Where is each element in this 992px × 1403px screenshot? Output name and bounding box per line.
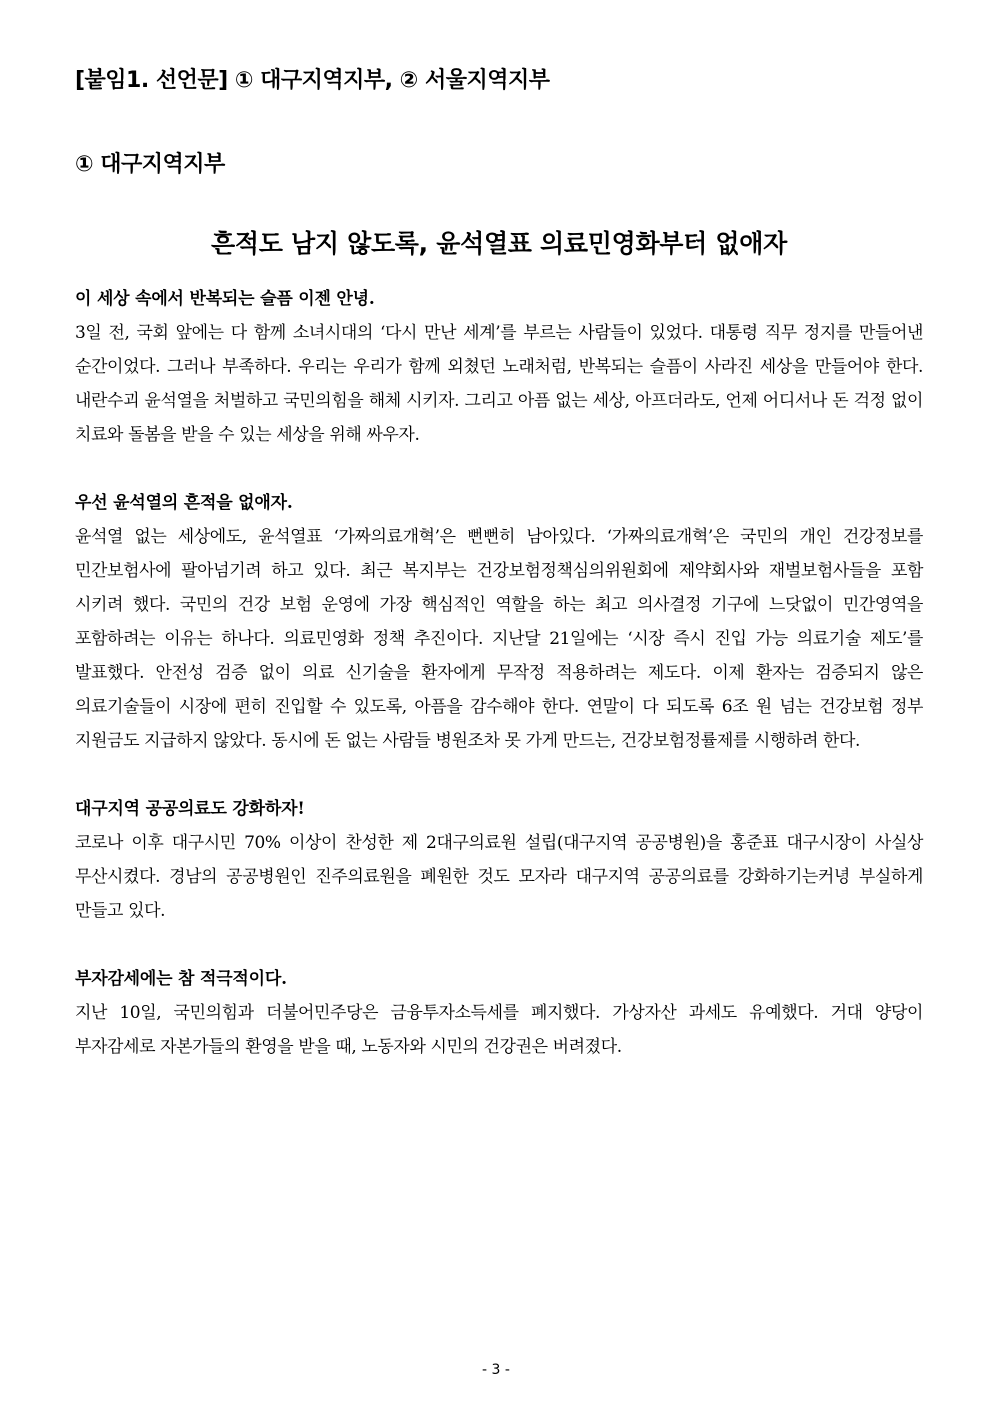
section-body: 지난 10일, 국민의힘과 더불어민주당은 금융투자소득세를 폐지했다. 가상자산 과세도 유예했다. 거대 양당이 부자감세로 자본가들의 환영을 받을 때, 노동자와 시민의 건강권은 버려졌다. <box>75 1003 923 1057</box>
section-body: 3일 전, 국회 앞에는 다 함께 소녀시대의 ‘다시 만난 세계’를 부르는 사람들이 있었다. 대통령 직무 정지를 만들어낸 순간이었다. 그러나 부족하다. 우리는 우리가 함께 외쳤던 노래처럼, 반복되는 슬픔이 사라진 세상을 만들어야 한다. 내란수괴 윤석열을 처벌하고 국민의힘을 해체 시키자. 그리고 아픔 없는 세상, 아프더라도, 언제 어디서나 돈 걱정 없이 치료와 돌봄을 받을 수 있는 세상을 위해 싸우자. <box>75 323 923 445</box>
section-title: 이 세상 속에서 반복되는 슬픔 이젠 안녕. <box>75 289 375 309</box>
attachment-heading: [붙임1. 선언문] ① 대구지역지부, ② 서울지역지부 <box>75 68 550 93</box>
subsection-heading: ① 대구지역지부 <box>75 152 225 177</box>
section-title: 부자감세에는 참 적극적이다. <box>75 969 287 989</box>
section-body: 윤석열 없는 세상에도, 윤석열표 ‘가짜의료개혁’은 뻔뻔히 남아있다. ‘가짜의료개혁’은 국민의 개인 건강정보를 민간보험사에 팔아넘기려 하고 있다. 최근 복지부는 건강보험정책심의위원회에 제약회사와 재벌보험사들을 포함 시키려 했다. 국민의 건강 보험 운영에 가장 핵심적인 역할을 하는 최고 의사결정 기구에 느닷없이 민간영역을 포함하려는 이유는 하나다. 의료민영화 정책 추진이다. 지난달 21일에는 ‘시장 즉시 진입 가능 의료기술 제도’를 발표했다. 안전성 검증 없이 의료 신기술을 환자에게 무작정 적용하려는 제도다. 이제 환자는 검증되지 않은 의료기술들이 시장에 편히 진입할 수 있도록, 아픔을 감수해야 한다. 연말이 다 되도록 6조 원 넘는 건강보험 정부 지원금도 지급하지 않았다. 동시에 돈 없는 사람들 병원조차 못 가게 만드는, 건강보험정률제를 시행하려 한다. <box>75 527 923 751</box>
section-erase-traces <box>75 486 923 758</box>
section-sorrow-farewell <box>75 282 923 452</box>
document-title: 흔적도 남지 않도록, 윤석열표 의료민영화부터 없애자 <box>211 229 787 258</box>
document-page <box>75 64 923 1064</box>
section-title: 대구지역 공공의료도 강화하자! <box>75 799 305 819</box>
section-tax-cuts-for-rich <box>75 962 923 1064</box>
section-body: 코로나 이후 대구시민 70% 이상이 찬성한 제 2대구의료원 설립(대구지역 공공병원)을 홍준표 대구시장이 사실상 무산시켰다. 경남의 공공병원인 진주의료원을 폐원한 것도 모자라 대구지역 공공의료를 강화하기는커녕 부실하게 만들고 있다. <box>75 833 923 921</box>
section-daegu-public-health <box>75 792 923 928</box>
page-number: - 3 - <box>482 1362 510 1378</box>
section-title: 우선 윤석열의 흔적을 없애자. <box>75 493 293 513</box>
